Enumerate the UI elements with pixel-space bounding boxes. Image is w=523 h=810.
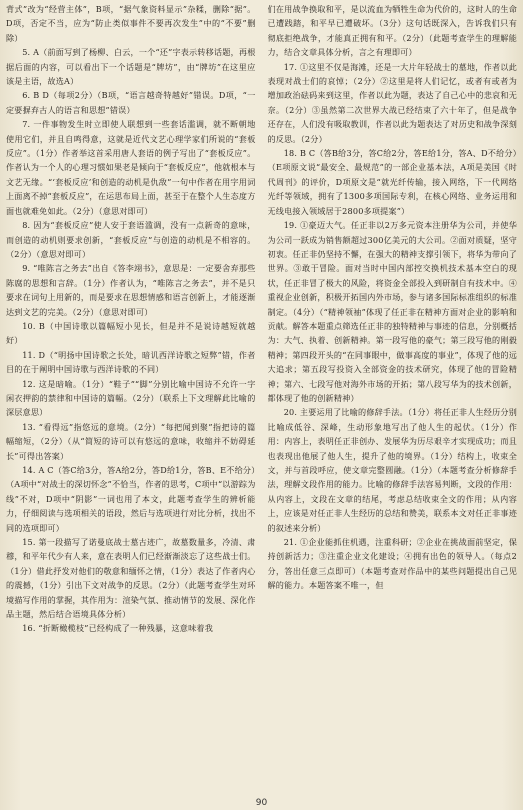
answer-paragraph: 18. B C（答B给3分，答C给2分，答E给1分，答A、D不给分）（E项原文说“最安全、最规范”的一部企业基本法，A项是美国《时代周刊》的评价，D项原文是“就光纤传输，接入网络，下一代网络光纤等领域，拥有了1300多项国际专利，在核心网络、业务运用和无线电接入领域居于2800多项提案”）	[267, 148, 517, 216]
answer-paragraph: 10. B（中国诗歌以篇幅短小见长，但是并不是说诗越短就越好）	[6, 320, 256, 346]
answer-paragraph: 15. 第一段描写了诺曼底战士墓古迹广，故墓数量多，冷清、肃穆，和平年代少有人来，意在表明人们已经渐渐淡忘了这些战士们。（1分）借此抒发对他们的敬意和缅怀之情，（1分）表达了作者内心的震撼，（1分）引出下文对战争的反思。（2分）（此题考查学生对环境描写作用的掌握，其作用为：渲染气氛、推动情节的发展、深化作品主题，然后结合语境具体分析）	[6, 537, 256, 620]
answer-paragraph: 7. 一件事物发生时立即使人联想到一些套话滥调，就不断朝地使用它们，并且自鸣得意，这就是近代文艺心理学家们所说的“套板反应”。（1分）作者举这首采用唐人套语的例子写出了“套板反应”。作者认为一个人的心理习惯如果老是倾向于“套板反应”，他就根本与文艺无缘。“‘套板反应’和创造的动机是仇敌”一句中作者在用字用词上面离不掉“套板反应”，在运思布局上面，甚至于在整个人生态度方面也就难免如此。（2分）（意思对即可）	[6, 119, 256, 216]
answer-paragraph: 背式”改为“经营主体”，B项，“据气象资料显示”杂糅，删除“据”。D项，否定不当，应为“防止类似事件不要再次发生”中的“不要”删除）	[6, 4, 256, 43]
page-number: 90	[255, 798, 268, 808]
left-column	[6, 2, 256, 794]
answer-paragraph: 11. D（“明扬中国诗歌之长处，暗讥西洋诗歌之短弊”错，作者目的在于阐明中国诗歌与西洋诗歌的不同）	[6, 349, 256, 375]
answer-paragraph: 14. A C（答C给3分，答A给2分，答D给1分，答B、E不给分）（A项中“对战士的深切怀念”不恰当，作者的思考，C项中“以游踪为线”不对，D项中“阴影”一词也用了本文，此题考查学生的辨析能力，仔细阅读与选项相关的语段，然后与选项进行对比分析，找出不同的选项即可）	[6, 465, 256, 533]
answer-paragraph: 5. A（前面写到了杨柳、白云，一个“还”字表示转移话题，再根据后面的内容，可以看出下一个话题是“牌坊”，由“牌坊”在这里应该是主语，故选A）	[6, 47, 256, 87]
right-column	[268, 2, 518, 794]
answer-paragraph: 们在用战争换取和平，是以流血为牺牲生命为代价的，这时人的生命已遭践踏，和平早已遭破坏。（3分）这句话既深入，告诉我们只有彻底拒绝战争，才能真正拥有和平。（2分）（此题考查学生的理解能力，结合文章具体分析，言之有理即可）	[267, 4, 517, 58]
answer-paragraph: 21. ①企业能抓住机遇，注重科研；②企业在挑战面前坚定，保持创新活力；③注重企业文化建设；④拥有出色的领导人。（每点2分，答出任意三点即可）（本题考查对作品中的某些问题提出自己见解的能力。本题答案不唯一，但	[267, 537, 517, 591]
answer-paragraph: 6. B D（每项2分）（B项，“语言越奇特越好”错误。D项，“一定要摒弃古人的语言和思想”错误）	[6, 90, 256, 115]
two-column-body	[6, 2, 517, 794]
answer-paragraph: 20. 主要运用了比喻的修辞手法。（1分）将任正非人生经历分别比喻成低谷、深峰，生动形象地写出了他人生的起伏。（1分）作用：内容上，表明任正非创办、发展华为历尽艰辛才实现成功；而且也表现出他展了他人生，提升了他的境界。（1分）结构上，收束全文，并与首段呼应，使文章完整圆融。（1分）（本题考查分析修辞手法，理解文段作用的能力。比喻的修辞手法容易判断，文段的作用：从内容上，文段在文章的结尾，考虑总结收束全文的作用；从内容上，应该是对任正非人生经历的总结和赞美，联系本文对任正非事迹的叙述来分析）	[267, 407, 517, 533]
answer-paragraph: 19. ①豪迈大气。任正非以2万多元资本注册华为公司，并使华为公司一跃成为销售额超过300亿美元的大公司。②面对质疑，坚守初衷。任正非仍坚持不懈，在强大的精神支撑引领下，将华为带向了世界。③敢于冒险。面对当时中国内部控交换机技术基本空白的现状，任正非冒了极大的风险，将资金全部投入到研制自有技术中。④重视企业创新，积极开拓国内外市场，参与诸多国际标准组织的标准制定。（4分）（“精神领袖”体现了任正非在精神方面对企业的影响和贡献。解答本题重点筛选任正非的独特精神与事迹的信息，分别概括为：大气、执着、创新精神。第一段写他的豪气；第三段写他的刚毅精神；第四段开头的“在同事眼中，做事高度的事业”，体现了他的远大追求；第五段写投资入全部资金的技术研究，体现了他的冒险精神；第六、七段写他对海外市场的开拓；第八段写华为的技术创新，都体现了他的创新精神）	[267, 220, 517, 403]
answer-paragraph: 12. 这是暗喻。（1分）“鞋子”“脚”分别比喻中国诗不允许一字闲衣押韵的禁律和中国诗的篇幅。（2分）（联系上下文理解此比喻的深层意思）	[6, 378, 256, 418]
answer-paragraph: 8. 因为“套板反应”使人安于套语滥调，没有一点新奇的意味，而创造的动机则要求创新，“套板反应”与创造的动机是不相容的。（2分）（意思对即可）	[6, 220, 256, 259]
answer-paragraph: 13. “看得远”指悠远的意境。（2分）“每把闻到聚”指把诗的篇幅缩短，（2分）（从“简短的诗可以有悠远的意味，收缩并不妨碍延长”可得出答案）	[6, 421, 256, 461]
answer-paragraph: 16. “折断橄榄枝”已经构成了一种残暴，这意味着我	[22, 623, 213, 634]
answer-paragraph: 9. “唯陈言之务去”出自《答李翊书》，意思是：一定要舍弃那些陈腐的思想和言辞。（1分）作者认为，“唯陈言之务去”，并不是只要求在词句上用新的，而是要求在思想情感和语言创新上，才能逐渐达到文艺的完美。（2分）（意思对即可）	[6, 263, 256, 317]
answer-paragraph: 17. ①这里不仅是海滩，还是一大片年轻战士的墓地，作者以此表现对战士们的哀悼；（2分）②这里是将人们记忆，或者有或者为增加政治砝码来到这里，作者以此为题，表达了自己心中的悲哀和无奈。（2分）③虽然第二次世界大战已经结束了六十年了，但是战争还存在，人们没有吸取教训，作者以此为题表达了对历史和战争深刻的反思。（2分）	[267, 61, 517, 144]
